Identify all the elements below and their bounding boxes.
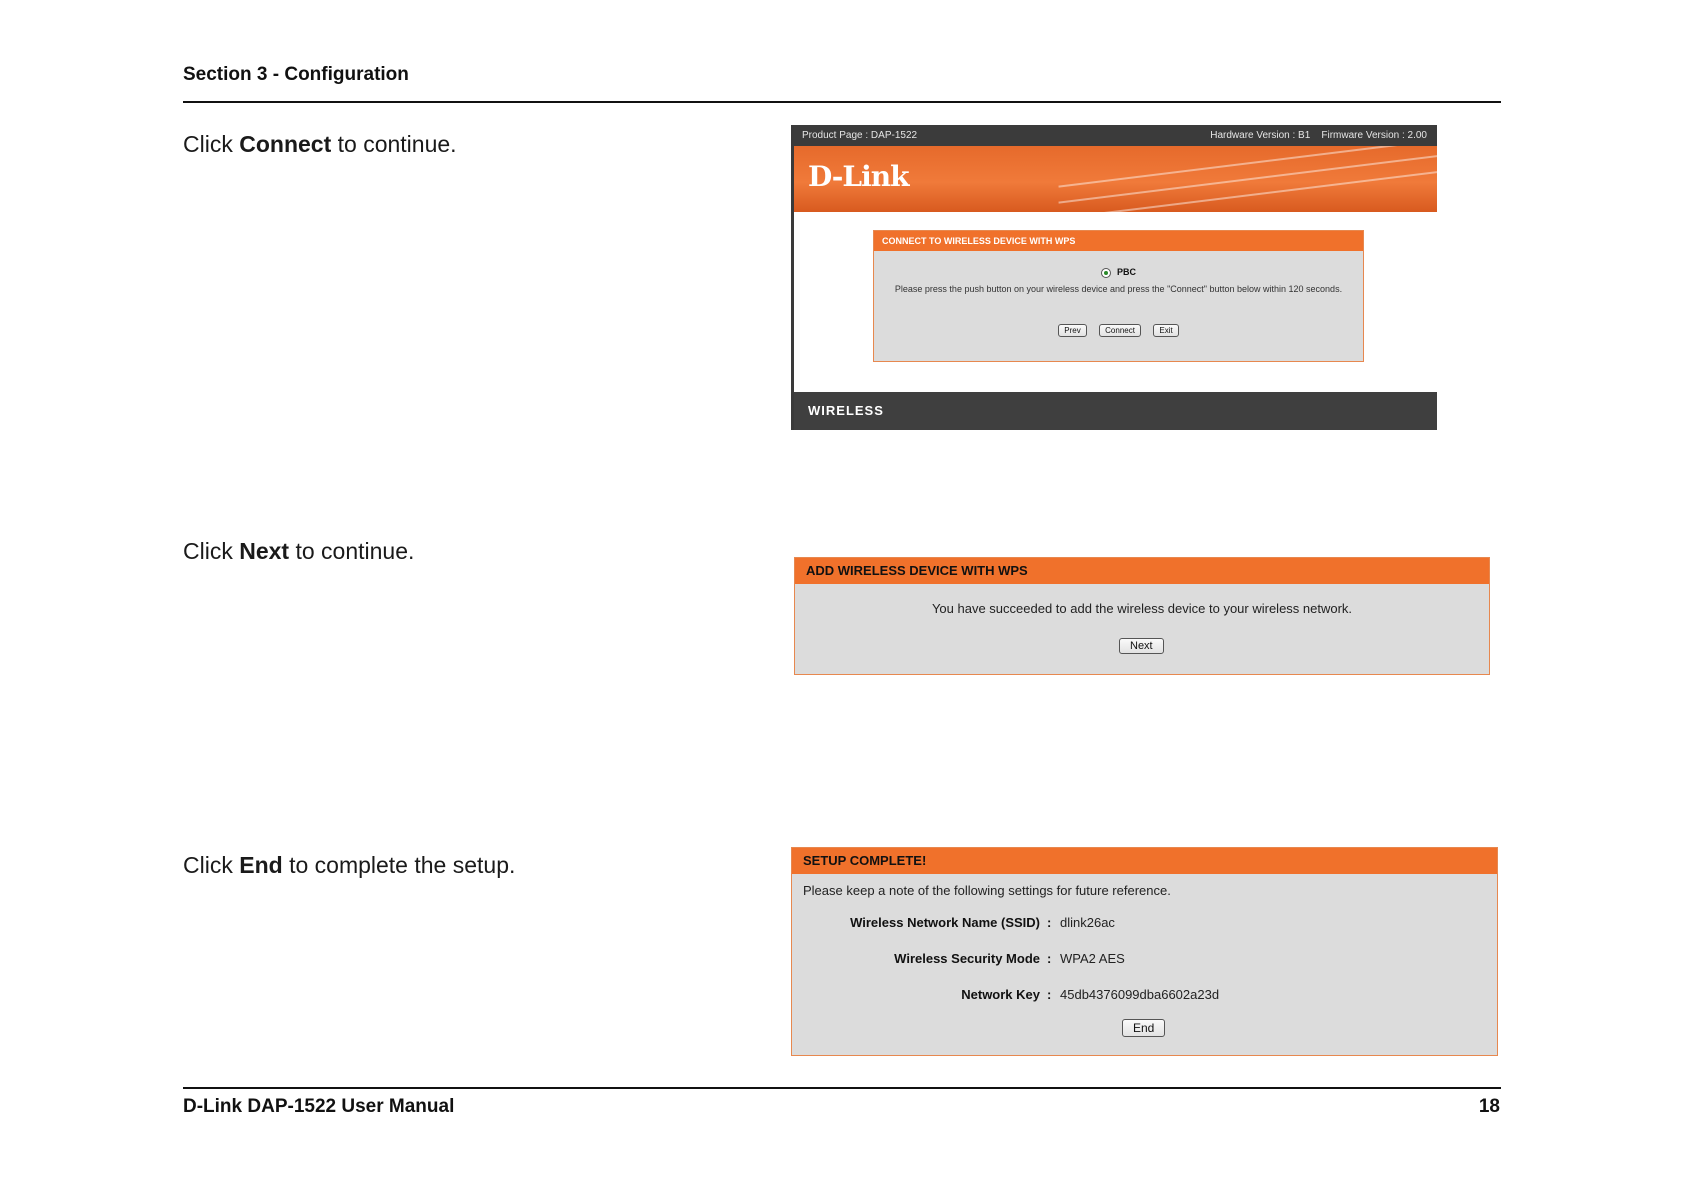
ssid-value: dlink26ac [1060,915,1115,930]
instruction-next-keyword: Next [239,538,290,564]
wps-button-row [874,320,1363,338]
instruction-connect: Click Connect to continue. [183,131,457,157]
success-message: You have succeeded to add the wireless device to your wireless network. [931,601,1353,616]
screenshot-add-device-success [794,557,1490,675]
product-page-label: Product Page : DAP-1522 [802,130,918,141]
screenshot-setup-complete [791,847,1498,1056]
dlink-banner [794,146,1437,212]
security-mode-value: WPA2 AES [1060,951,1125,966]
manual-title: D-Link DAP-1522 User Manual [183,1096,455,1117]
section-title: Section 3 - Configuration [183,64,409,85]
radio-selected-icon[interactable] [1101,268,1111,278]
pbc-option[interactable]: PBC [874,267,1363,278]
version-label: Hardware Version : B1 Firmware Version : 2.00 [1210,130,1427,141]
wps-connect-panel [873,230,1364,362]
panel-title: ADD WIRELESS DEVICE WITH WPS [795,558,1489,584]
ssid-label: Wireless Network Name (SSID) [850,915,1040,930]
end-button[interactable]: End [1122,1019,1165,1037]
instruction-connect-keyword: Connect [239,131,332,157]
dlink-logo: D-Link [808,160,909,193]
network-key-label: Network Key [961,987,1040,1002]
instruction-end-keyword: End [239,852,283,878]
panel-title: CONNECT TO WIRELESS DEVICE WITH WPS [874,231,1363,251]
instruction-next: Click Next to continue. [183,538,415,564]
security-mode-label: Wireless Security Mode [894,951,1040,966]
screenshot-connect-wps [791,125,1437,430]
instruction-end: Click End to complete the setup. [183,852,516,878]
bottom-divider [183,1087,1501,1089]
reference-note: Please keep a note of the following settings for future reference. [803,883,1171,898]
prev-button[interactable]: Prev [1058,324,1086,337]
separator: : [1047,987,1052,1002]
exit-button[interactable]: Exit [1153,324,1178,337]
top-divider [183,101,1501,103]
separator: : [1047,915,1052,930]
network-key-value: 45db4376099dba6602a23d [1060,987,1220,1002]
panel-title: SETUP COMPLETE! [792,848,1497,874]
wireless-footer: WIRELESS [794,392,1437,430]
product-info-bar [794,125,1437,146]
wps-instruction-text: Please press the push button on your wireless device and press the "Connect" button below within 120 seconds. [894,284,1343,294]
next-button[interactable]: Next [1119,638,1164,654]
connect-button[interactable]: Connect [1099,324,1141,337]
separator: : [1047,951,1052,966]
page-number: 18 [1478,1096,1500,1117]
